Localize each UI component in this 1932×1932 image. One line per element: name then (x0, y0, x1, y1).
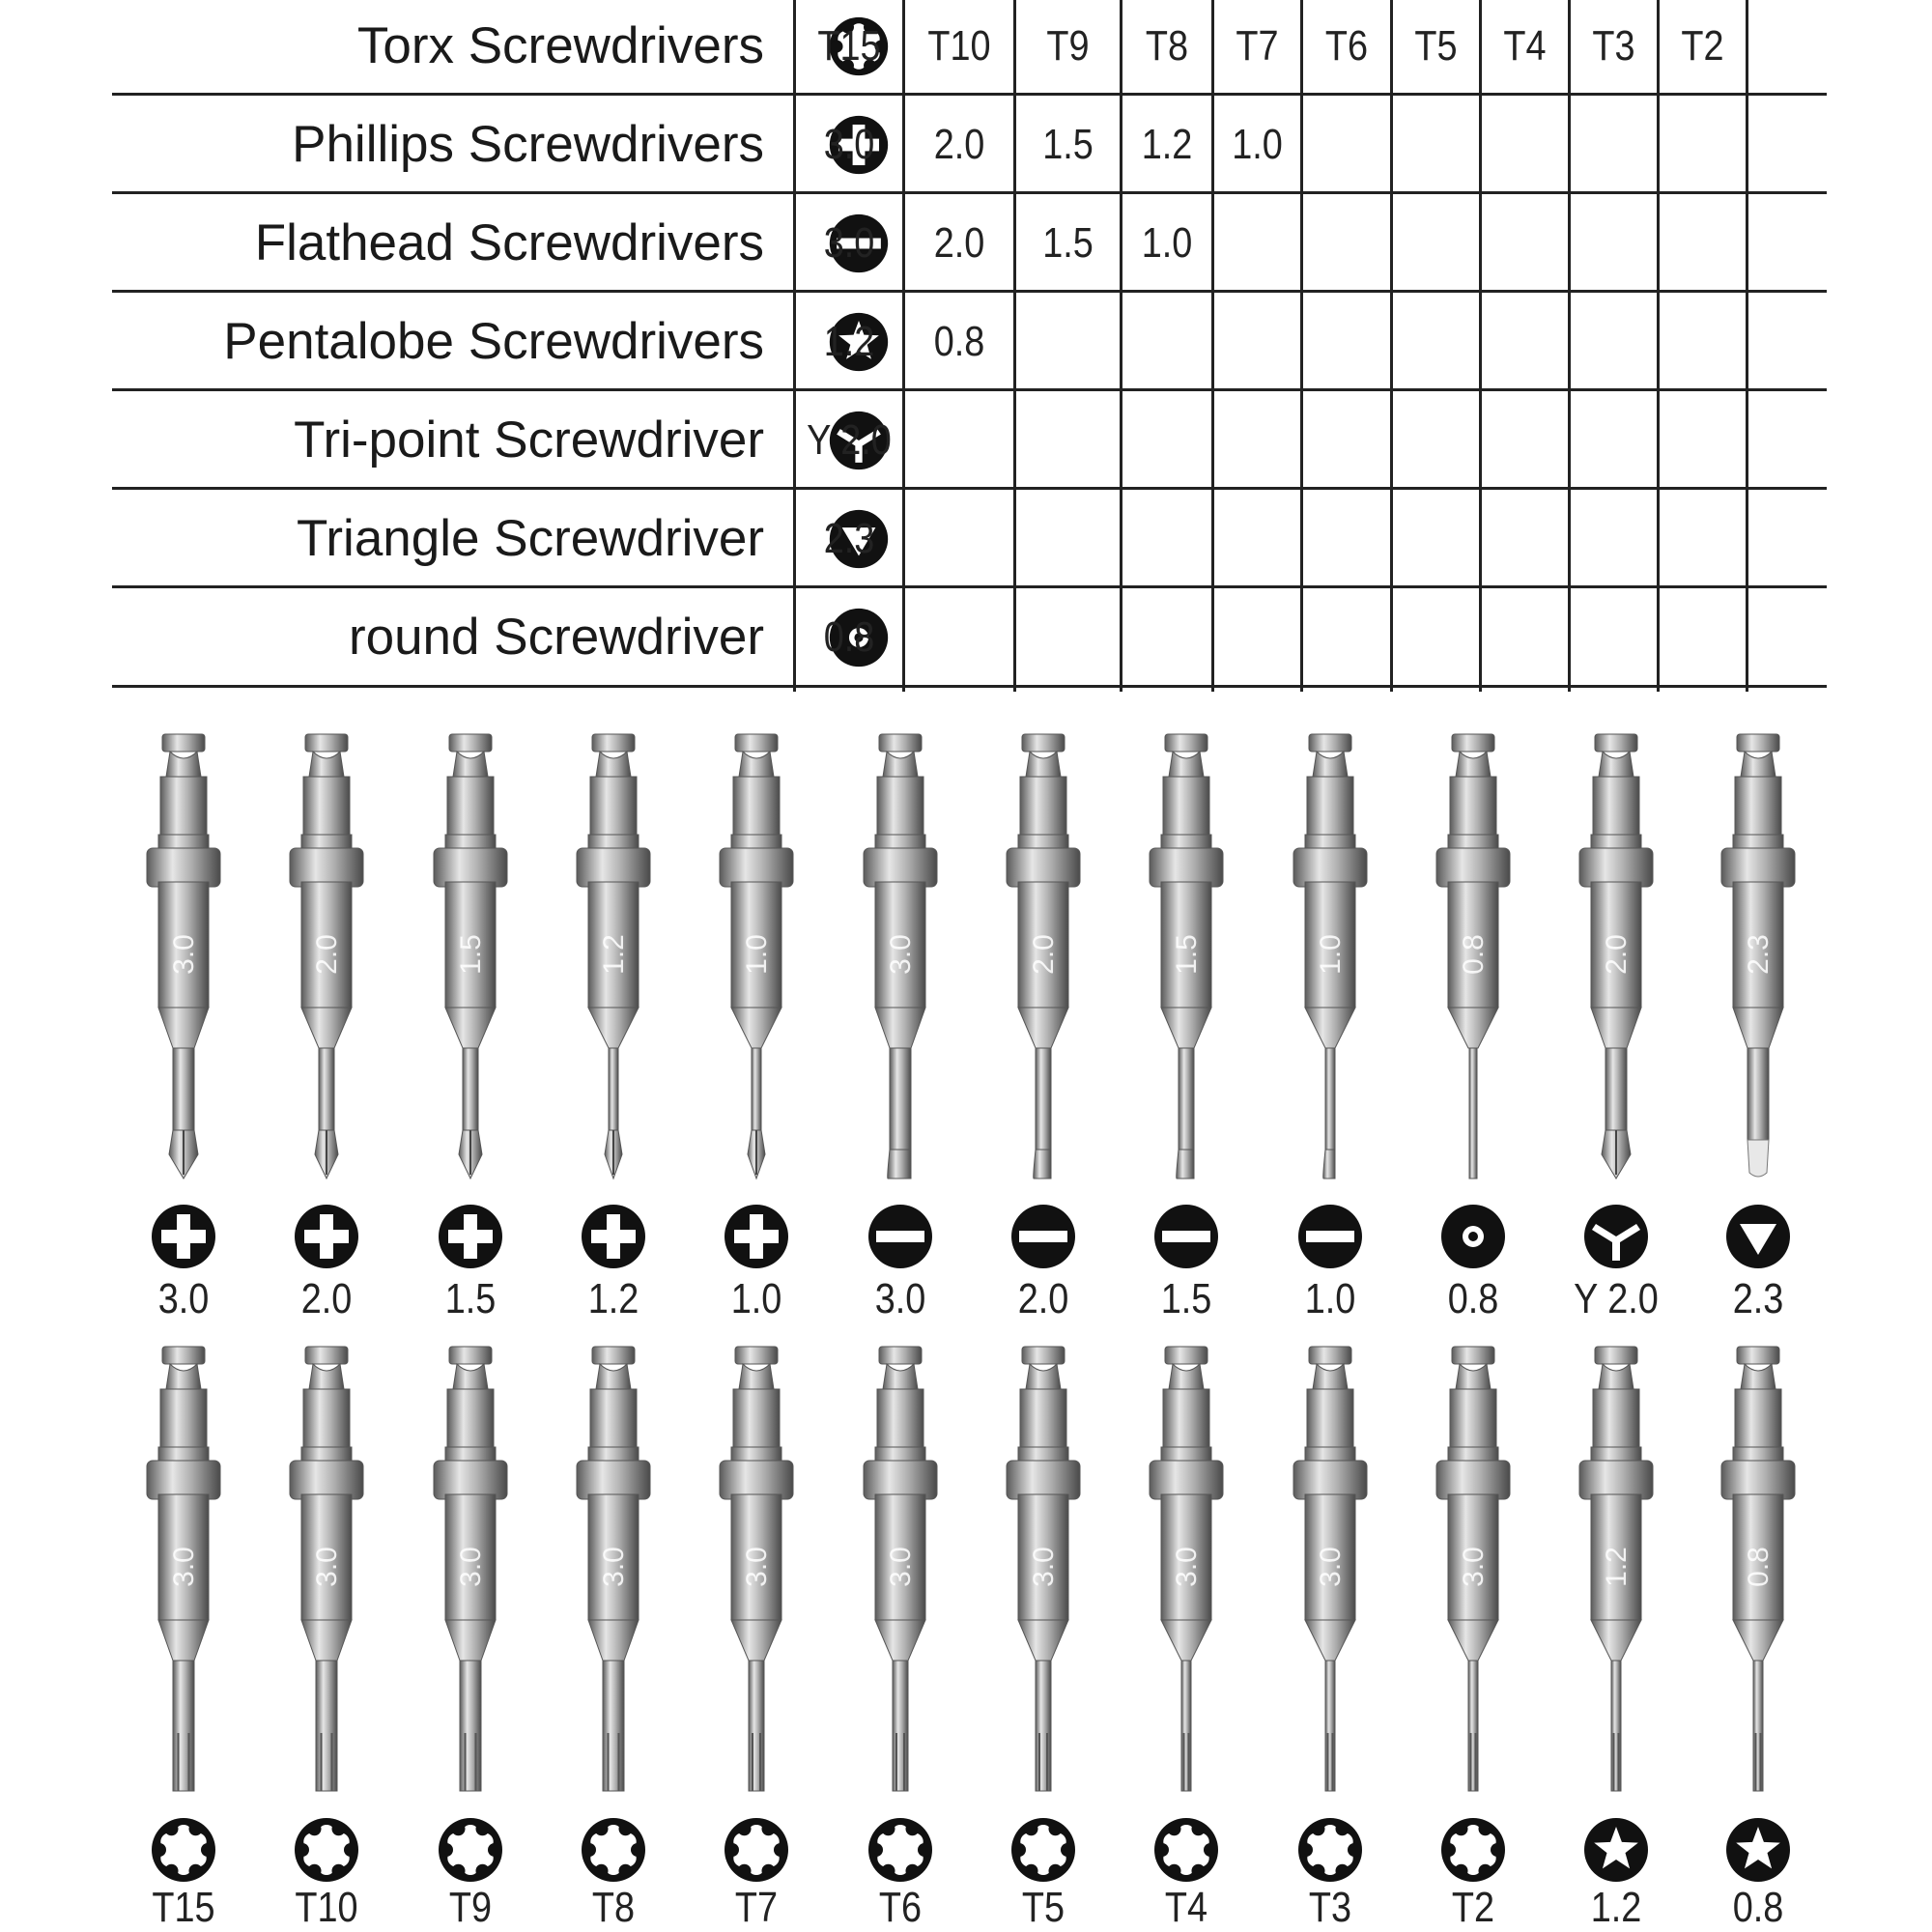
torx-icon (150, 1816, 217, 1884)
bit-size-label: T6 (878, 1884, 923, 1931)
bit-size-label: Y 2.0 (1574, 1275, 1659, 1322)
table-cell: T15 (817, 22, 881, 70)
bit-size-label: T2 (1451, 1884, 1495, 1931)
bit-size-label: 0.8 (1447, 1275, 1499, 1322)
table-cell: 1.0 (1232, 121, 1283, 168)
svg-text:3.0: 3.0 (598, 1547, 630, 1587)
svg-text:1.2: 1.2 (1601, 1547, 1633, 1587)
bit-size-label: 0.8 (1732, 1884, 1784, 1931)
table-column-divider (1479, 0, 1482, 692)
svg-text:3.0: 3.0 (885, 1547, 917, 1587)
pentalobe-icon (1582, 1816, 1650, 1884)
screwdriver-bit (565, 1345, 662, 1799)
tri-point-icon (1582, 1203, 1650, 1270)
bit-size-label: T3 (1308, 1884, 1352, 1931)
bit-size-label: T8 (591, 1884, 636, 1931)
bit-size-label: 1.2 (587, 1275, 639, 1322)
table-cell: 2.3 (823, 515, 875, 562)
svg-text:1.5: 1.5 (455, 934, 487, 975)
table-cell: 0.8 (933, 318, 985, 365)
bit-size-label: 1.5 (444, 1275, 497, 1322)
pentalobe-icon (1724, 1816, 1792, 1884)
torx-icon (867, 1816, 934, 1884)
table-cell: 1.0 (1141, 219, 1193, 267)
phillips-icon (437, 1203, 504, 1270)
bit-size-label: 1.2 (1590, 1884, 1642, 1931)
flathead-icon (1296, 1203, 1364, 1270)
table-cell: T2 (1681, 22, 1724, 70)
screwdriver-bit (422, 1345, 519, 1799)
round-icon (1439, 1203, 1507, 1270)
phillips-icon (293, 1203, 360, 1270)
screwdriver-spec-table (112, 0, 1827, 692)
row-label: Tri-point Screwdriver (294, 412, 764, 469)
row-label: Flathead Screwdrivers (254, 214, 764, 271)
bit-size-label: T5 (1021, 1884, 1065, 1931)
screwdriver-bit (852, 1345, 949, 1799)
phillips-icon (723, 1203, 790, 1270)
table-cell: 1.2 (823, 318, 875, 365)
torx-icon (293, 1816, 360, 1884)
svg-text:2.3: 2.3 (1743, 934, 1775, 975)
bit-size-label: T10 (295, 1884, 358, 1931)
flathead-icon (1152, 1203, 1220, 1270)
torx-icon (1152, 1816, 1220, 1884)
table-column-divider (793, 0, 796, 692)
bit-size-label: 2.0 (1017, 1275, 1069, 1322)
screwdriver-bit (565, 732, 662, 1186)
table-cell: 2.0 (933, 219, 985, 267)
svg-text:3.0: 3.0 (1028, 1547, 1060, 1587)
screwdriver-bit (278, 1345, 375, 1799)
svg-text:3.0: 3.0 (168, 934, 200, 975)
table-column-divider (1013, 0, 1016, 692)
svg-text:0.8: 0.8 (1458, 934, 1490, 975)
table-cell: 3.0 (823, 219, 875, 267)
table-column-divider (1657, 0, 1660, 692)
row-label: round Screwdriver (348, 609, 764, 666)
table-cell: T9 (1046, 22, 1090, 70)
bit-size-label: T9 (448, 1884, 493, 1931)
bit-size-label: T4 (1164, 1884, 1208, 1931)
screwdriver-bit (278, 732, 375, 1186)
flathead-icon (867, 1203, 934, 1270)
svg-text:1.0: 1.0 (1315, 934, 1347, 975)
svg-text:3.0: 3.0 (885, 934, 917, 975)
triangle-icon (1724, 1203, 1792, 1270)
svg-text:1.2: 1.2 (598, 934, 630, 975)
torx-icon (723, 1816, 790, 1884)
screwdriver-bit (135, 732, 232, 1186)
screwdriver-bit (1710, 732, 1806, 1186)
table-cell: 0.8 (823, 613, 875, 661)
screwdriver-bit (1425, 732, 1521, 1186)
torx-icon (437, 1816, 504, 1884)
screwdriver-bit (1710, 1345, 1806, 1799)
svg-text:3.0: 3.0 (741, 1547, 773, 1587)
bit-size-label: 1.0 (1304, 1275, 1356, 1322)
bit-size-label: 1.0 (730, 1275, 782, 1322)
bit-size-label: 1.5 (1160, 1275, 1212, 1322)
phillips-icon (150, 1203, 217, 1270)
svg-text:3.0: 3.0 (1315, 1547, 1347, 1587)
table-column-divider (1120, 0, 1122, 692)
screwdriver-bit (422, 732, 519, 1186)
table-cell: 1.2 (1141, 121, 1193, 168)
flathead-icon (1009, 1203, 1077, 1270)
table-cell: T7 (1236, 22, 1279, 70)
table-cell: T3 (1592, 22, 1635, 70)
screwdriver-bit (1282, 1345, 1378, 1799)
table-column-divider (1746, 0, 1748, 692)
svg-text:3.0: 3.0 (168, 1547, 200, 1587)
row-label: Triangle Screwdriver (296, 510, 764, 567)
table-cell: T10 (927, 22, 991, 70)
screwdriver-bit (1282, 732, 1378, 1186)
svg-text:3.0: 3.0 (311, 1547, 343, 1587)
svg-text:1.5: 1.5 (1171, 934, 1203, 975)
screwdriver-bit (1425, 1345, 1521, 1799)
svg-text:2.0: 2.0 (1028, 934, 1060, 975)
torx-icon (580, 1816, 647, 1884)
svg-text:3.0: 3.0 (1458, 1547, 1490, 1587)
bit-size-label: 2.3 (1732, 1275, 1784, 1322)
phillips-icon (580, 1203, 647, 1270)
screwdriver-bit (995, 1345, 1092, 1799)
screwdriver-bit (1568, 1345, 1664, 1799)
screwdriver-bit (852, 732, 949, 1186)
screwdriver-bit (708, 732, 805, 1186)
bit-size-label: 3.0 (874, 1275, 926, 1322)
torx-icon (1439, 1816, 1507, 1884)
table-cell: T6 (1324, 22, 1369, 70)
table-cell: 2.0 (933, 121, 985, 168)
table-column-divider (1300, 0, 1303, 692)
screwdriver-bit (995, 732, 1092, 1186)
bit-size-label: 3.0 (157, 1275, 210, 1322)
row-label: Phillips Screwdrivers (292, 116, 764, 173)
table-cell: T5 (1414, 22, 1458, 70)
table-cell: 1.5 (1042, 121, 1094, 168)
svg-text:0.8: 0.8 (1743, 1547, 1775, 1587)
table-column-divider (1211, 0, 1214, 692)
svg-text:2.0: 2.0 (1601, 934, 1633, 975)
svg-text:2.0: 2.0 (311, 934, 343, 975)
row-label: Pentalobe Screwdrivers (223, 313, 764, 370)
table-column-divider (1568, 0, 1571, 692)
torx-icon (1296, 1816, 1364, 1884)
screwdriver-bit (1138, 732, 1235, 1186)
bit-size-label: 2.0 (300, 1275, 353, 1322)
table-column-divider (1390, 0, 1393, 692)
screwdriver-bit (1138, 1345, 1235, 1799)
row-label: Torx Screwdrivers (356, 17, 764, 74)
screwdriver-bit (135, 1345, 232, 1799)
svg-text:1.0: 1.0 (741, 934, 773, 975)
screwdriver-bit (1568, 732, 1664, 1186)
torx-icon (1009, 1816, 1077, 1884)
table-cell: T4 (1503, 22, 1547, 70)
bit-size-label: T15 (152, 1884, 215, 1931)
bit-size-label: T7 (734, 1884, 779, 1931)
screwdriver-bit (708, 1345, 805, 1799)
svg-text:3.0: 3.0 (455, 1547, 487, 1587)
table-cell: 1.5 (1042, 219, 1094, 267)
table-cell: T8 (1145, 22, 1189, 70)
table-cell: Y 2.0 (807, 416, 892, 464)
table-cell: 3.0 (823, 121, 875, 168)
svg-text:3.0: 3.0 (1171, 1547, 1203, 1587)
